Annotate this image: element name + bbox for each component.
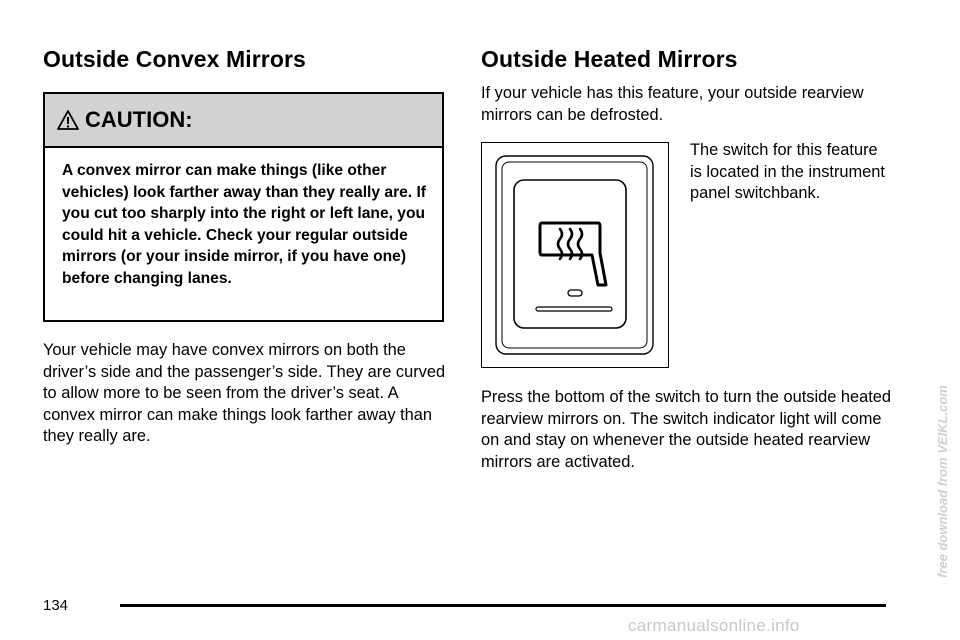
heated-mirror-switch-illustration xyxy=(481,142,669,368)
section-title-convex-mirrors: Outside Convex Mirrors xyxy=(43,46,306,72)
caution-header xyxy=(45,94,442,148)
footer-site-watermark: carmanualsonline.info xyxy=(628,616,800,635)
section-title-heated-mirrors: Outside Heated Mirrors xyxy=(481,46,738,72)
heated-mirrors-intro: If your vehicle has this feature, your outside rearview mirrors can be defrosted. xyxy=(481,84,864,124)
warning-triangle-icon xyxy=(57,109,79,131)
switch-location-note: The switch for this feature is located in the instrument panel switchbank. xyxy=(690,141,885,203)
convex-mirrors-paragraph: Your vehicle may have convex mirrors on both the driver’s side and the passenger’s side. They are curved to allow more to be seen from the driver’s seat. A convex mirror can make things look farther away than they really are. xyxy=(43,341,446,446)
vertical-watermark xyxy=(930,330,954,580)
caution-label: CAUTION: xyxy=(85,107,193,132)
caution-text: A convex mirror can make things (like other vehicles) look farther away than they really are. If you cut too sharply into the right or left lane, you could hit a vehicle. Check your regular outside mirrors (or your inside mirror, if you have one) before changing lanes. xyxy=(62,162,427,287)
footer-divider xyxy=(120,604,886,607)
heated-mirror-switch-icon xyxy=(540,223,606,285)
page-number: 134 xyxy=(43,597,69,614)
heated-mirrors-instructions: Press the bottom of the switch to turn the outside heated rearview mirrors on. The switch indicator light will come on and stay on whenever the outside heated rearview mirrors are activated. xyxy=(481,388,892,471)
watermark-text: free download from VEIKL.com xyxy=(935,385,950,578)
caution-box xyxy=(43,92,444,322)
